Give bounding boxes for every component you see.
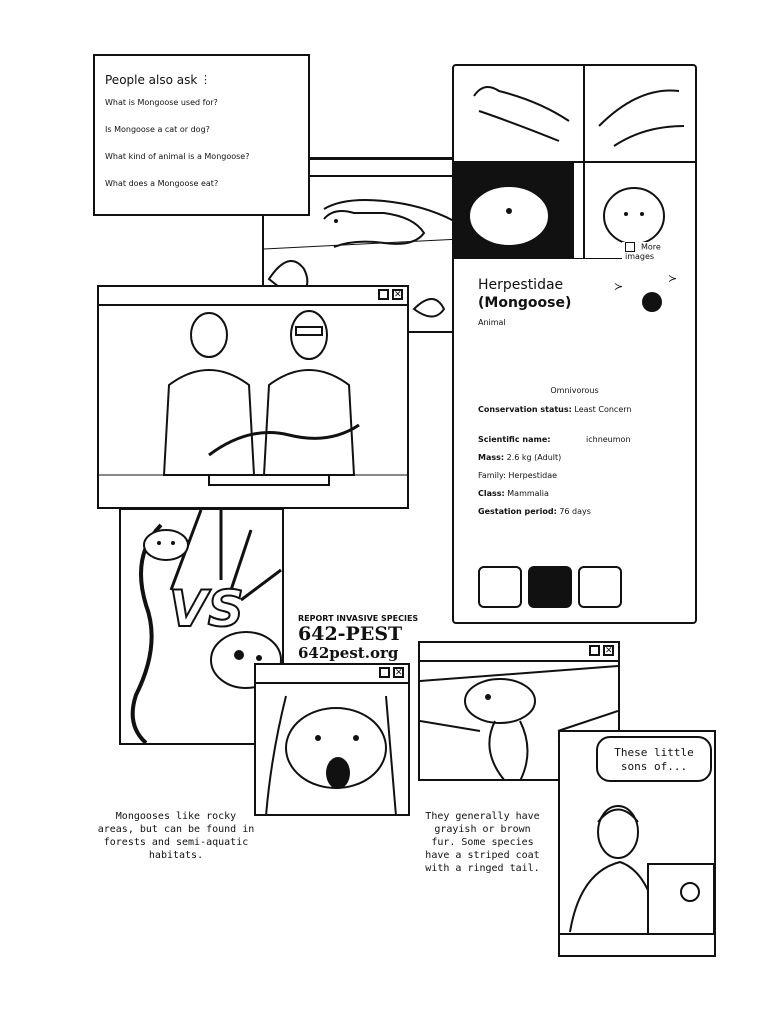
thumbnail[interactable] — [578, 566, 622, 608]
ad-tagline: REPORT INVASIVE SPECIES — [298, 614, 419, 623]
close-icon[interactable] — [392, 289, 403, 300]
kp-mass: Mass: 2.6 kg (Adult) — [478, 453, 562, 462]
more-images-link[interactable]: More images — [622, 242, 695, 261]
kp-family: Family: Herpestidae — [478, 471, 558, 480]
caption-habitat: Mongooses like rocky areas, but can be found in forests and semi-aquatic habitats. — [97, 811, 255, 861]
kebab-icon[interactable]: ⋮ — [200, 73, 211, 86]
vs-text: VS — [169, 580, 244, 638]
kp-subtitle: Animal — [478, 318, 506, 327]
kp-diet: Omnivorous — [550, 386, 599, 395]
paa-question[interactable]: What kind of animal is a Mongoose? — [105, 152, 250, 161]
people-also-ask-box — [93, 54, 310, 216]
maximize-icon[interactable] — [378, 289, 389, 300]
kp-scientific: Scientific name: — [478, 435, 551, 444]
scientists-illustration — [99, 305, 407, 509]
thumbnail[interactable] — [528, 566, 572, 608]
share-icon[interactable]: ≻ — [614, 280, 624, 293]
share-icon[interactable]: ≻ — [668, 272, 678, 285]
kp-scientific-value: ichneumon — [586, 435, 631, 444]
ad-website[interactable]: 642pest.org — [298, 644, 399, 662]
scientists-window — [97, 285, 409, 509]
kp-title: Herpestidae — [478, 277, 564, 293]
kp-title-common: (Mongoose) — [478, 295, 572, 311]
screaming-mongoose-illustration — [256, 683, 408, 816]
close-icon[interactable] — [603, 645, 614, 656]
window-titlebar — [99, 287, 407, 306]
screaming-mongoose-window — [254, 663, 410, 816]
kp-class: Class: Mammalia — [478, 489, 549, 498]
paa-question[interactable]: What does a Mongoose eat? — [105, 179, 219, 188]
paa-question[interactable]: What is Mongoose used for? — [105, 98, 218, 107]
knowledge-panel — [452, 64, 697, 624]
people-also-ask-title: People also ask — [105, 73, 198, 87]
thumbnail[interactable] — [478, 566, 522, 608]
ad-phone: 642-PEST — [298, 623, 403, 645]
maximize-icon[interactable] — [589, 645, 600, 656]
image-grid — [454, 66, 695, 259]
paa-question[interactable]: Is Mongoose a cat or dog? — [105, 125, 210, 134]
speech-bubble: These little sons of... — [596, 736, 712, 782]
person-laptop-panel — [558, 730, 716, 957]
mongoose-image-grid[interactable] — [454, 66, 695, 259]
caption-fur: They generally have grayish or brown fur. Some species have a striped coat with a ringed tail. — [425, 811, 540, 874]
close-icon[interactable] — [393, 667, 404, 678]
image-icon — [625, 242, 635, 252]
maximize-icon[interactable] — [379, 667, 390, 678]
kp-gestation: Gestation period: 76 days — [478, 507, 591, 516]
avatar[interactable] — [642, 292, 662, 312]
kp-conservation: Conservation status: Least Concern — [478, 405, 632, 414]
